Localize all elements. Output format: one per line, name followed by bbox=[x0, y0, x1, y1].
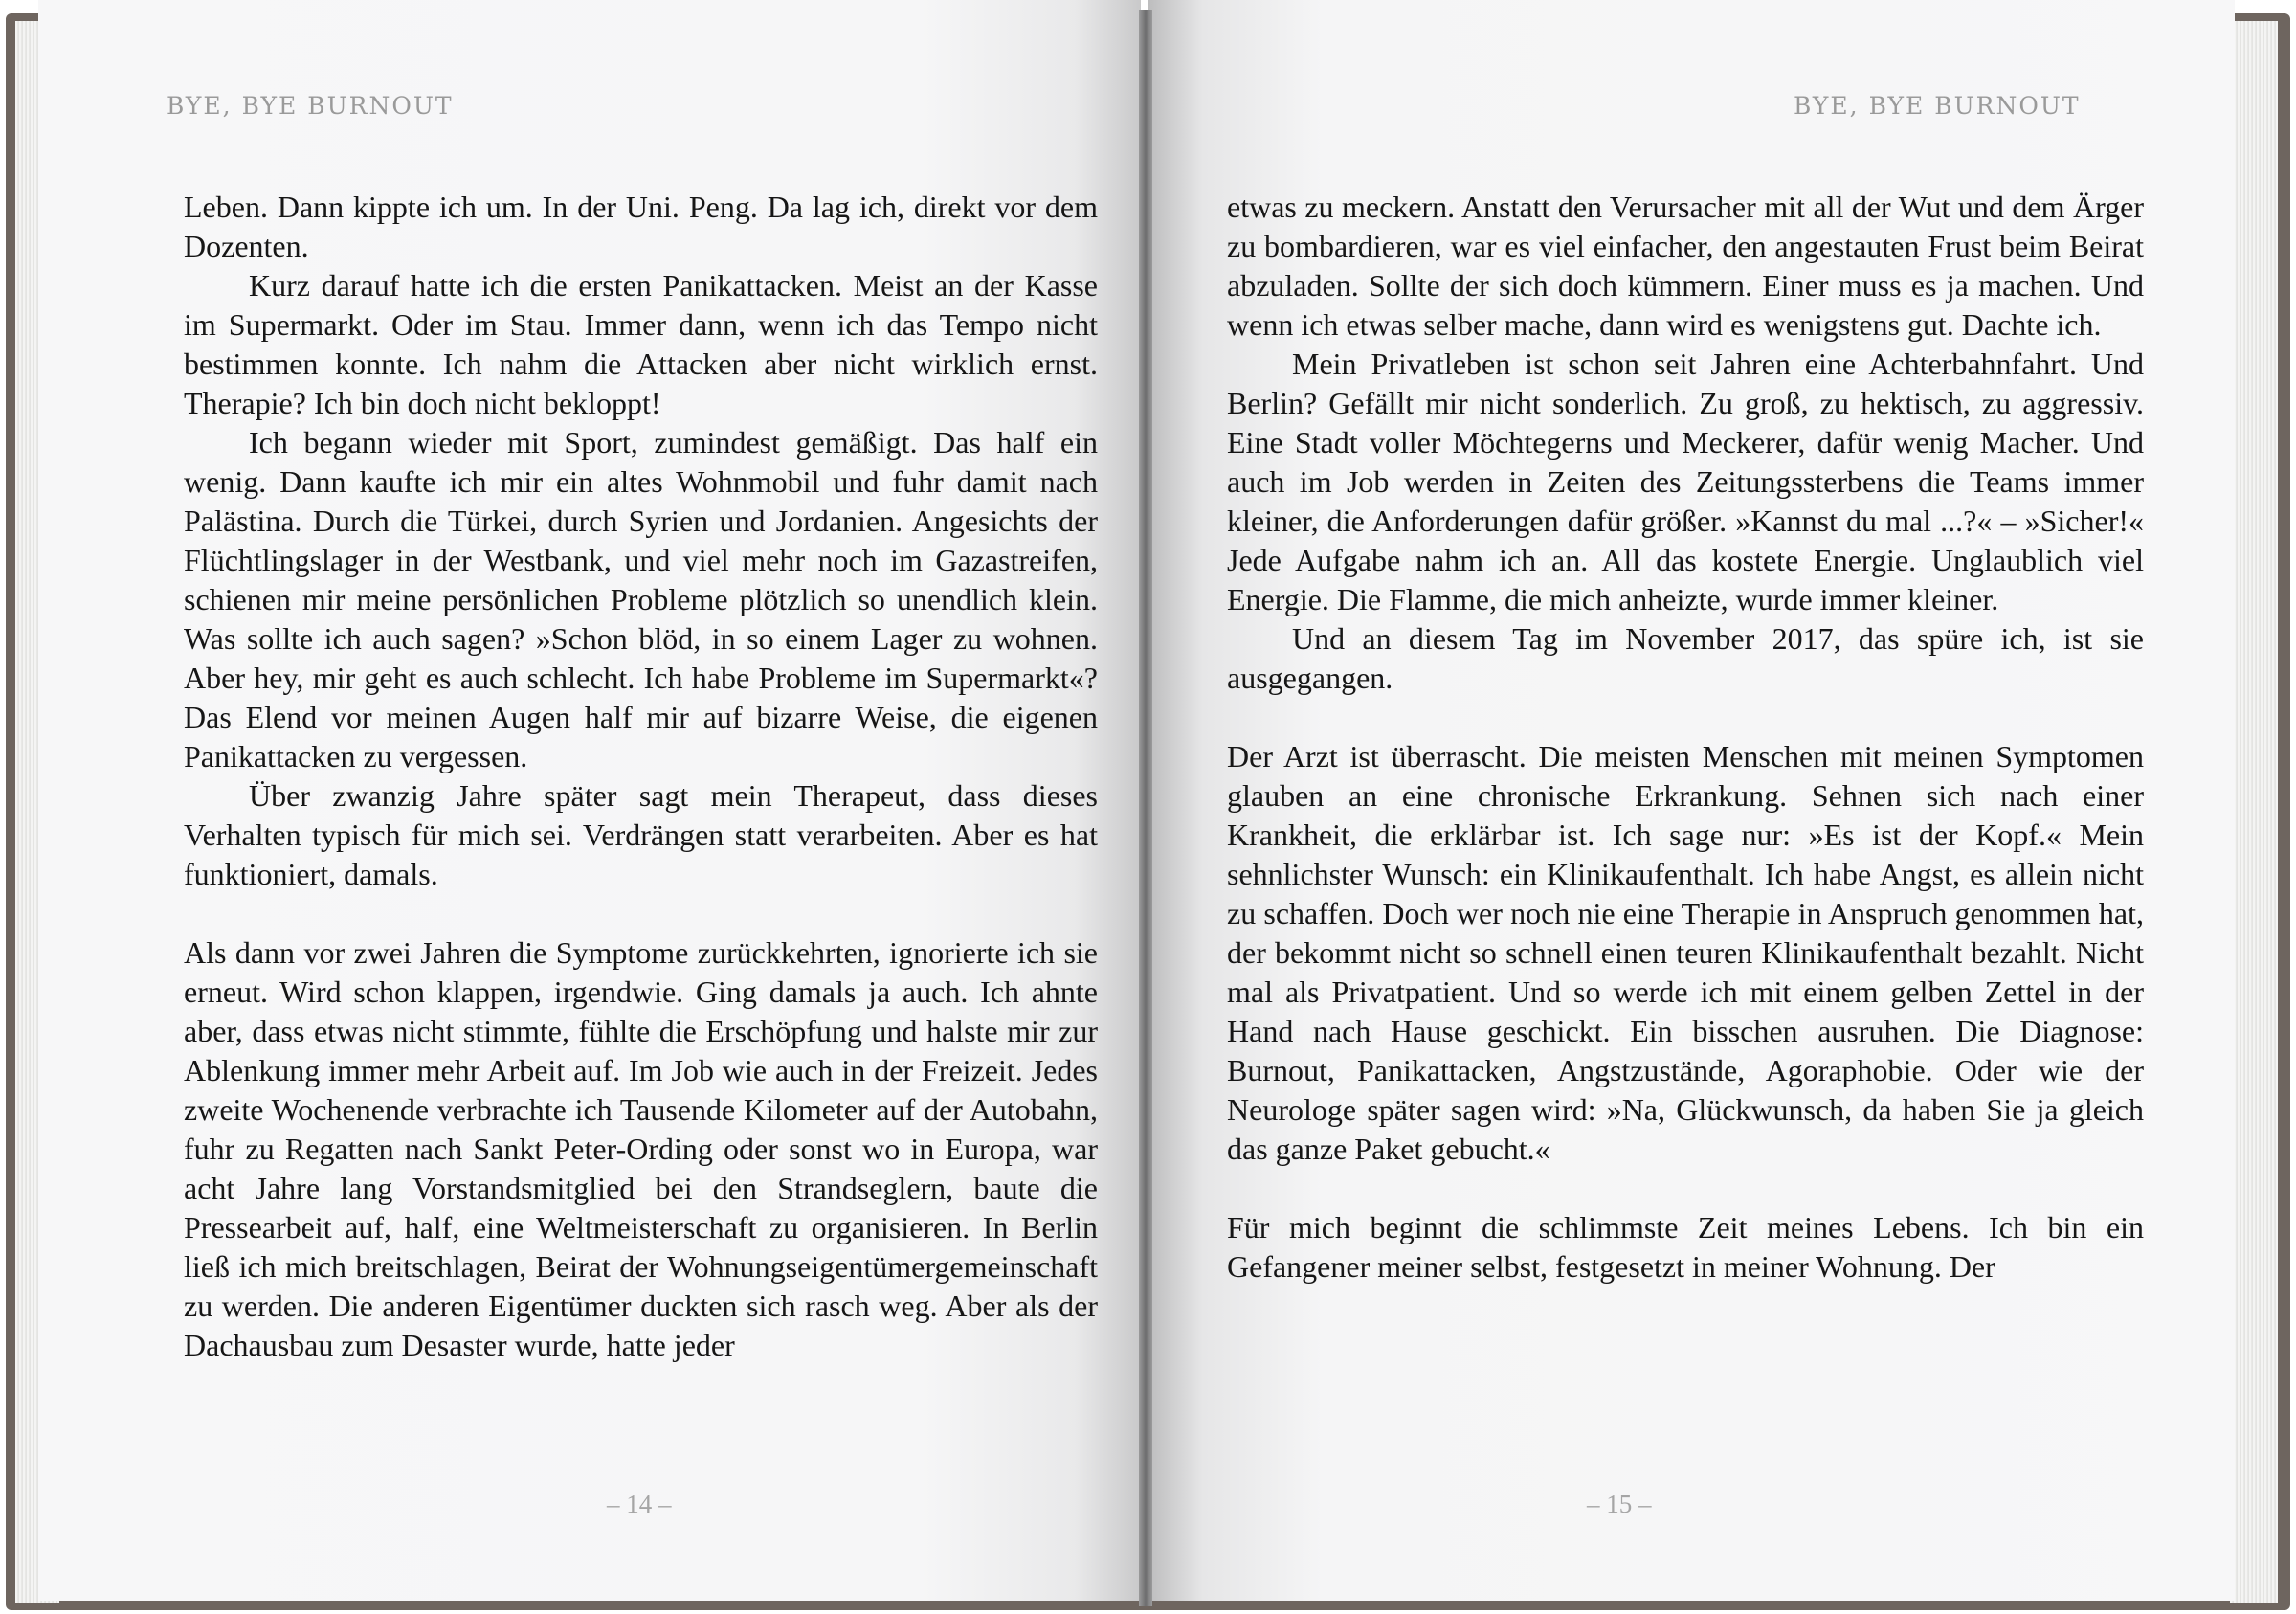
page-number-right: – 15 – bbox=[1587, 1490, 1652, 1518]
paragraph: Für mich beginnt die schlimmste Zeit meines Lebens. Ich bin ein Gefangener meiner selbst, festgesetzt in meiner Wohnung. Der bbox=[1227, 1210, 2144, 1284]
left-page-body bbox=[184, 188, 1098, 1365]
paragraph: Als dann vor zwei Jahren die Symptome zurückkehrten, ignorierte ich sie erneut. Wird schon klappen, irgendwie. Ging damals ja auch. Ich ahnte aber, dass etwas nicht stimmte, fühlte die Erschöpfung und halste mir zur Ablenkung immer mehr Arbeit auf. Im Job wie auch in der Freizeit. Jedes zweite Wochenende verbrachte ich Tausende Kilometer auf der Autobahn, fuhr zu Regatten nach Sankt Peter-Ording oder sonst wo in Europa, war acht Jahre lang Vorstandsmitglied bei den Strandseglern, baute die Pressearbeit auf, half, eine Weltmeisterschaft zu organisieren. In Berlin ließ ich mich breitschlagen, Beirat der Wohnungseigentümergemeinschaft zu werden. Die anderen Eigentümer duckten sich rasch weg. Aber als der Dachausbau zum Desaster wurde, hatte jeder bbox=[184, 935, 1098, 1362]
paragraph: Der Arzt ist überrascht. Die meisten Menschen mit meinen Symptomen glauben an eine chronische Erkrankung. Sehnen sich nach einer Krankheit, die erklärbar ist. Ich sage nur: »Es ist der Kopf.« Mein sehnlichster Wunsch: ein Klinikaufenthalt. Ich habe Angst, es allein nicht zu schaffen. Doch wer noch nie eine Therapie in Anspruch genommen hat, der bekommt nicht so schnell einen teuren Klinikaufenthalt bezahlt. Nicht mal als Privatpatient. Und so werde ich mit einem gelben Zettel in der Hand nach Hause geschickt. Ein bisschen ausruhen. Die Diagnose: Burnout, Panikattacken, Angstzustände, Agoraphobie. Oder wie der Neurologe später sagen wird: »Na, Glückwunsch, da haben Sie ja gleich das ganze Paket gebucht.« bbox=[1227, 739, 2144, 1166]
paragraph: Ich begann wieder mit Sport, zumindest gemäßigt. Das half ein wenig. Dann kaufte ich mir ein altes Wohnmobil und fuhr damit nach Palästina. Durch die Türkei, durch Syrien und Jordanien. Angesichts der Flüchtlingslager in der Westbank, und viel mehr noch im Gazastreifen, schienen mir meine persönlichen Probleme plötzlich so unendlich klein. Was sollte ich auch sagen? »Schon blöd, in so einem Lager zu wohnen. Aber hey, mir geht es auch schlecht. Ich habe Probleme im Supermarkt«? Das Elend vor meinen Augen half mir auf bizarre Weise, die eigenen Panikattacken zu vergessen. bbox=[184, 425, 1098, 773]
page-edges-right bbox=[2230, 21, 2278, 1603]
paragraph: etwas zu meckern. Anstatt den Verursacher mit all der Wut und dem Ärger zu bombardieren, war es viel einfacher, den angestauten Frust beim Beirat abzuladen. Sollte der sich doch kümmern. Einer muss es ja machen. Und wenn ich etwas selber mache, dann wird es wenigstens gut. Dachte ich. bbox=[1227, 190, 2144, 342]
paragraph: Leben. Dann kippte ich um. In der Uni. Peng. Da lag ich, direkt vor dem Dozenten. bbox=[184, 190, 1098, 263]
page-number-left: – 14 – bbox=[607, 1490, 672, 1518]
running-head-left: BYE, BYE BURNOUT bbox=[167, 92, 454, 120]
running-head-right: BYE, BYE BURNOUT bbox=[1794, 92, 2081, 120]
paragraph: Mein Privatleben ist schon seit Jahren eine Achterbahnfahrt. Und Berlin? Gefällt mir nicht sonderlich. Zu groß, zu hektisch, zu aggressiv. Eine Stadt voller Möchtegerns und Meckerer, dafür wenig Macher. Und auch im Job werden in Zeiten des Zeitungssterbens die Teams immer kleiner, die Anforderungen dafür größer. »Kannst du mal ...?« – »Sicher!« Jede Aufgabe nahm ich an. All das kostete Energie. Unglaublich viel Energie. Die Flamme, die mich anheizte, wurde immer kleiner. bbox=[1227, 347, 2144, 616]
paragraph: Über zwanzig Jahre später sagt mein Therapeut, dass dieses Verhalten typisch für mich sei. Verdrängen statt verarbeiten. Aber es hat funktioniert, damals. bbox=[184, 778, 1098, 891]
paragraph: Und an diesem Tag im November 2017, das spüre ich, ist sie ausgegangen. bbox=[1227, 621, 2144, 695]
paragraph: Kurz darauf hatte ich die ersten Panikattacken. Meist an der Kasse im Supermarkt. Oder im Stau. Immer dann, wenn ich das Tempo nicht bestimmen konnte. Ich nahm die Attacken aber nicht wirklich ernst. Therapie? Ich bin doch nicht bekloppt! bbox=[184, 268, 1098, 420]
left-page bbox=[38, 0, 1141, 1601]
right-page bbox=[1148, 0, 2235, 1601]
right-page-body bbox=[1227, 188, 2144, 1287]
book-gutter bbox=[1139, 10, 1152, 1606]
